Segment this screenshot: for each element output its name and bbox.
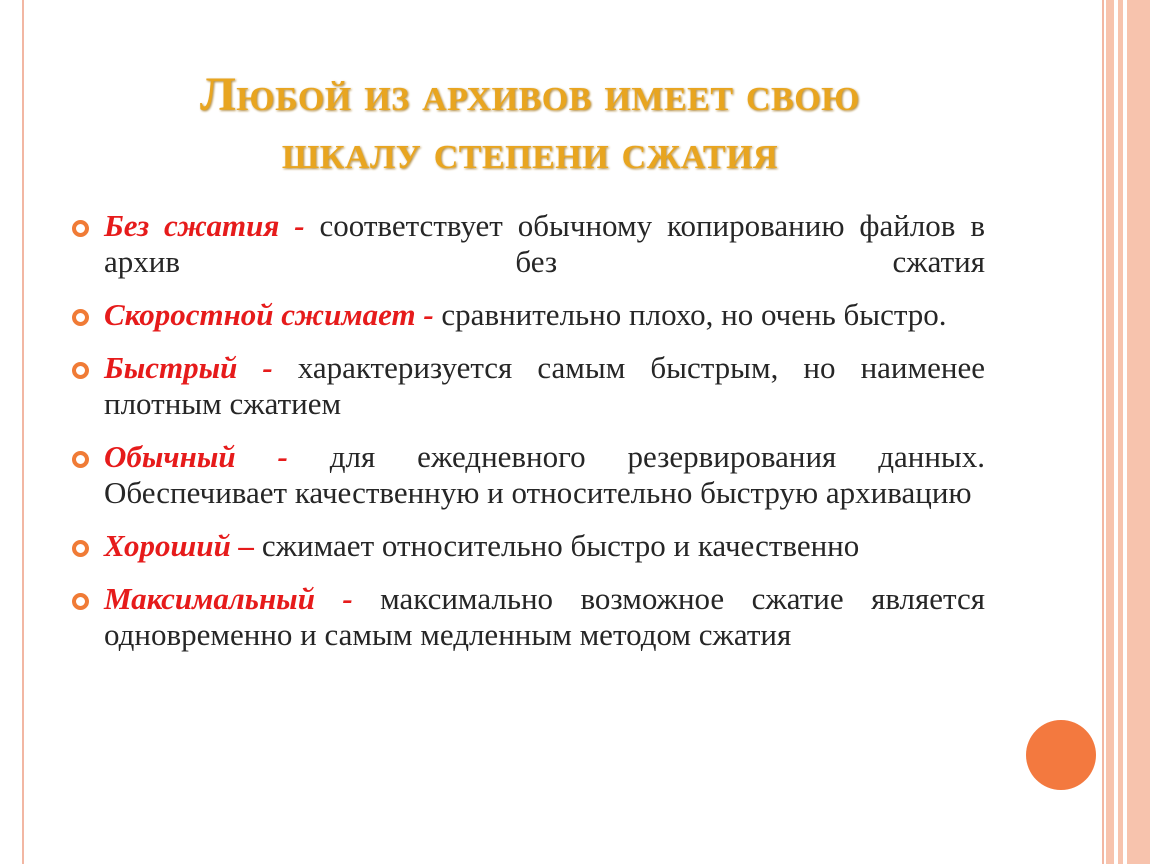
item-text: сжимает относительно быстро и качественно bbox=[261, 528, 860, 563]
item-term: Без сжатия - bbox=[104, 208, 305, 243]
circle-bullet-icon bbox=[72, 362, 89, 379]
item-term: Обычный - bbox=[104, 439, 288, 474]
slide-title bbox=[60, 66, 1000, 182]
circle-bullet-icon bbox=[72, 540, 89, 557]
bullet-list bbox=[70, 208, 985, 670]
circle-bullet-icon bbox=[72, 451, 89, 468]
list-item bbox=[70, 208, 985, 280]
circle-bullet-icon bbox=[72, 309, 89, 326]
list-item bbox=[70, 297, 985, 333]
item-text: для ежедневного резервирования данных. Обеспечивает качественную и относительно быструю архивацию bbox=[104, 439, 986, 510]
item-term: Максимальный - bbox=[104, 581, 353, 616]
item-term: Быстрый - bbox=[104, 350, 273, 385]
right-stripe-2 bbox=[1118, 0, 1123, 864]
item-text: соответствует обычному копированию файлов в архив без сжатия bbox=[104, 208, 985, 279]
list-item bbox=[70, 439, 985, 511]
list-item bbox=[70, 350, 985, 422]
item-term: Хороший – bbox=[104, 528, 255, 563]
title-line-2: шкалу степени сжатия bbox=[281, 126, 779, 179]
right-stripe-1 bbox=[1106, 0, 1114, 864]
circle-bullet-icon bbox=[72, 220, 89, 237]
list-item bbox=[70, 581, 985, 653]
title-line-1: Любой из архивов имеет свою bbox=[200, 68, 860, 121]
decorative-circle bbox=[1026, 720, 1096, 790]
right-stripe-3 bbox=[1127, 0, 1150, 864]
circle-bullet-icon bbox=[72, 593, 89, 610]
list-item bbox=[70, 528, 985, 564]
item-text: сравнительно плохо, но очень быстро. bbox=[441, 297, 947, 332]
item-text: характеризуется самым быстрым, но наименее плотным сжатием bbox=[104, 350, 985, 421]
item-term: Скоростной сжимает - bbox=[104, 297, 434, 332]
item-text: максимально возможное сжатие является одновременно и самым медленным методом сжатия bbox=[104, 581, 985, 652]
